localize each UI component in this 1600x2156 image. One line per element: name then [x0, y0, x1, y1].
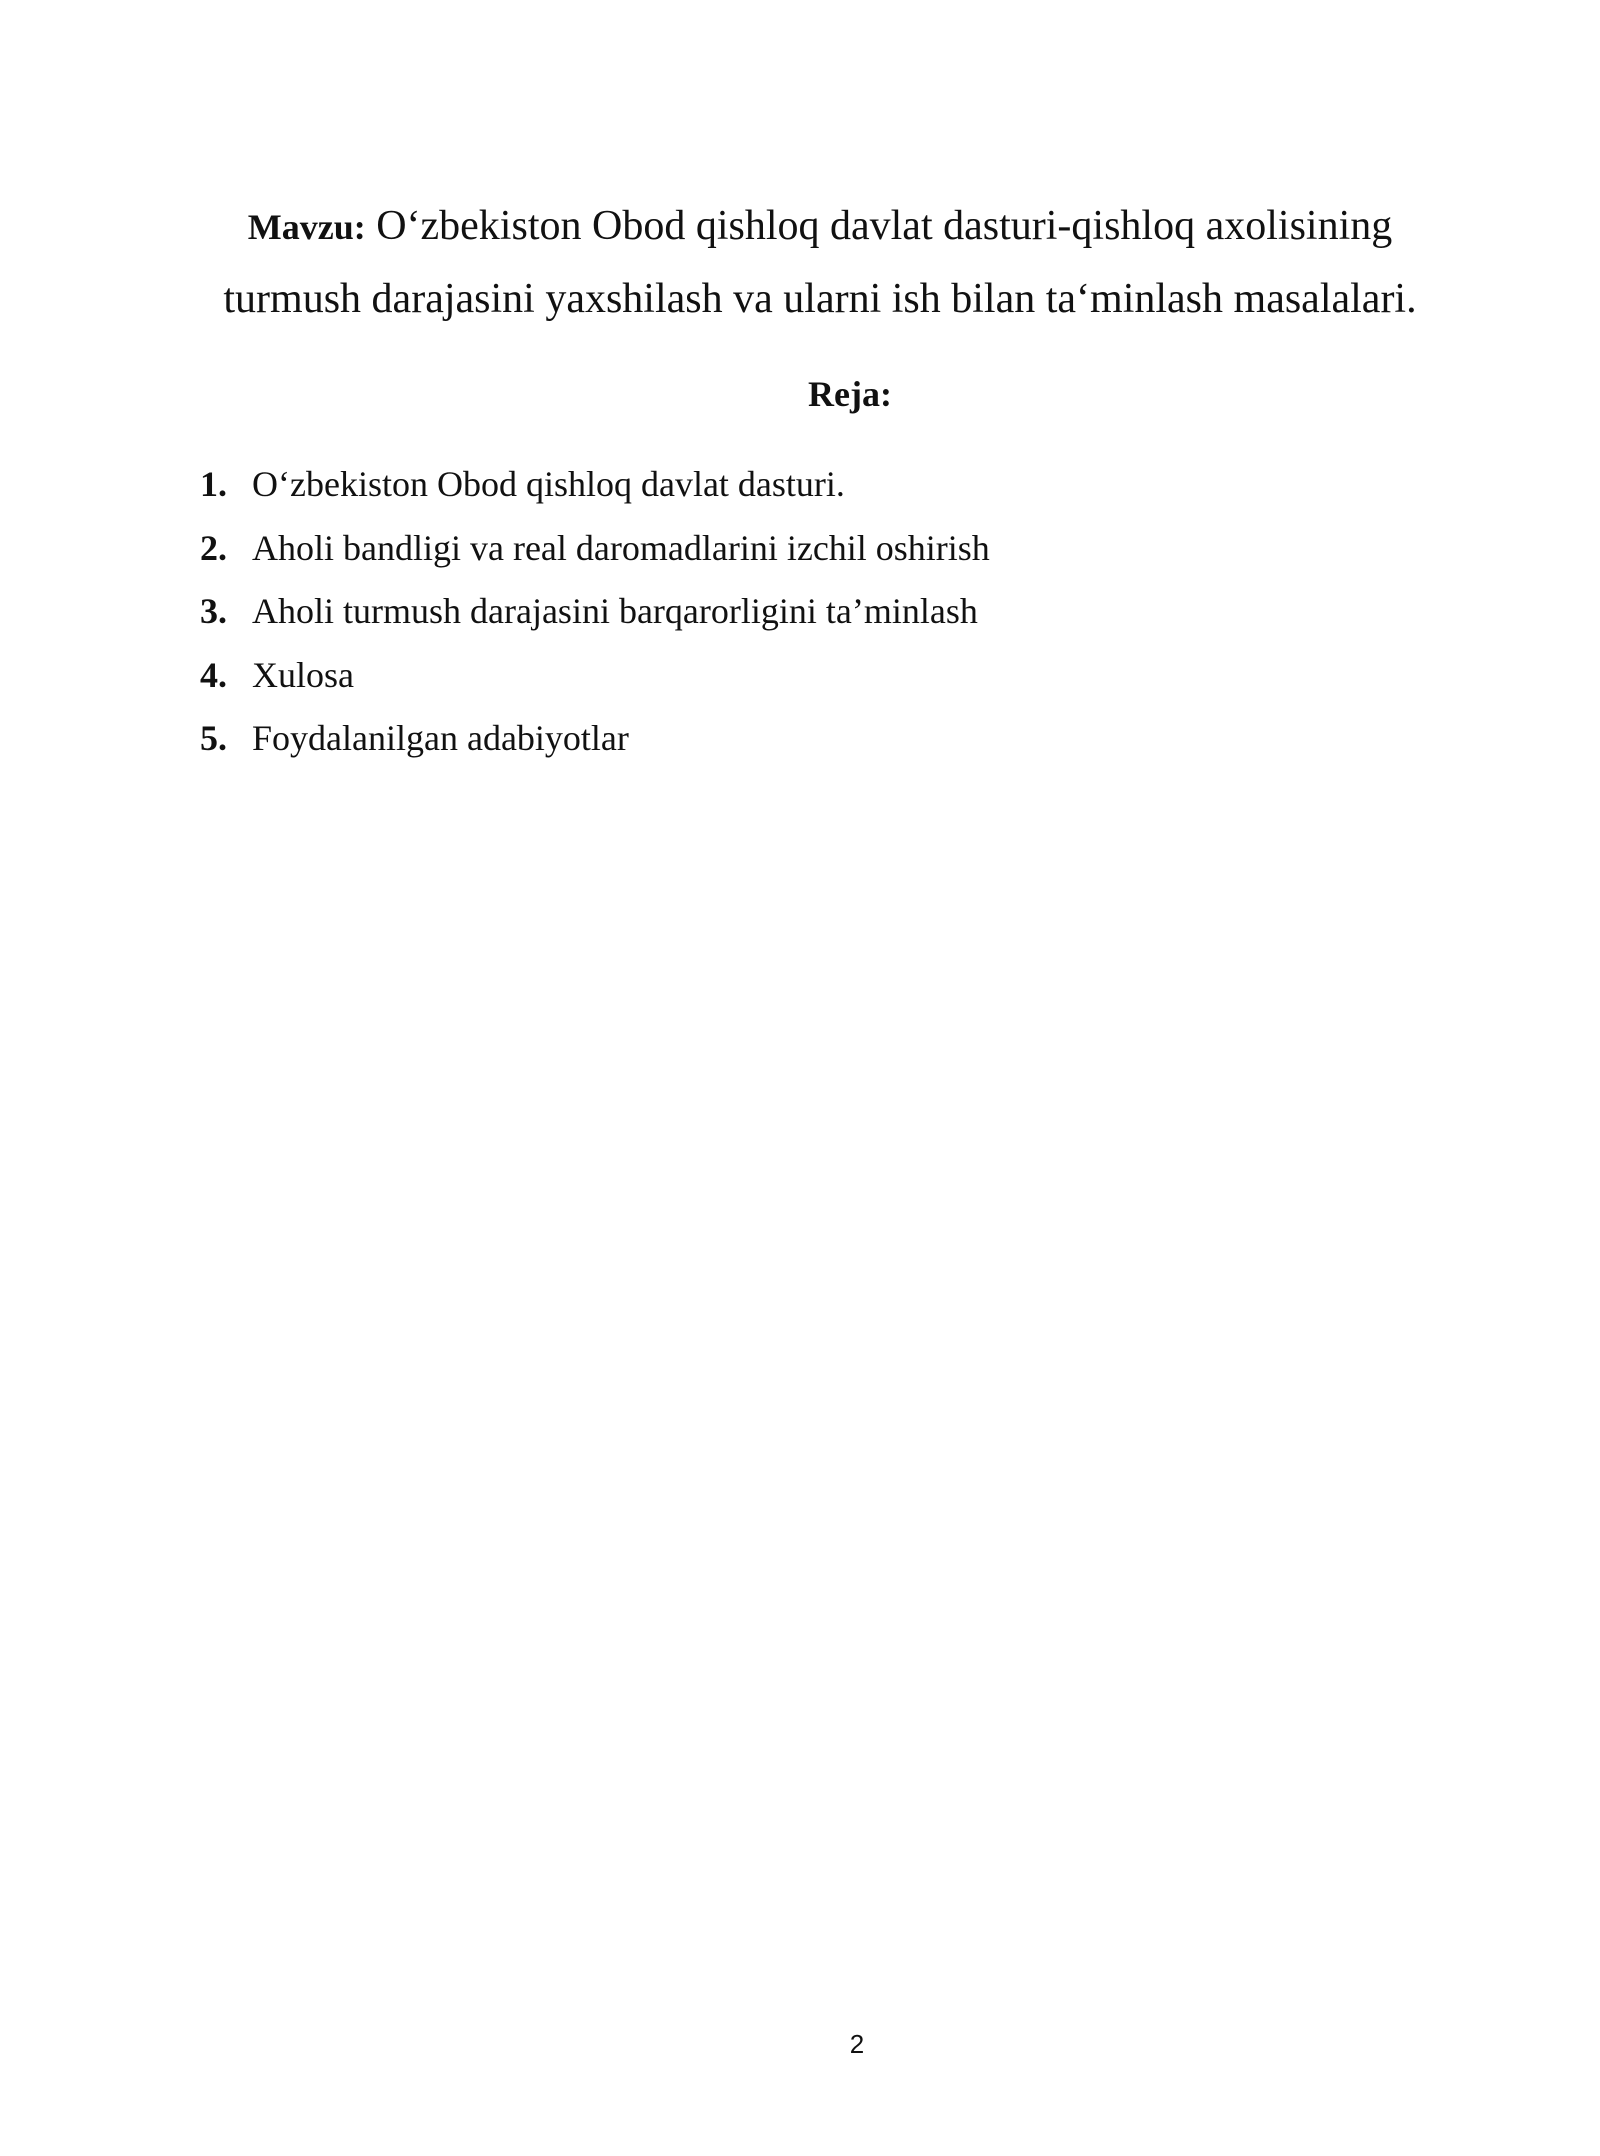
- plan-item-number: 5.: [200, 718, 227, 758]
- plan-item-text: Aholi turmush darajasini barqarorligini ta’minlash: [252, 591, 978, 631]
- plan-item-number: 4.: [200, 654, 227, 695]
- topic-text: O‘zbekiston Obod qishloq davlat dasturi-qishloq axolisining turmush darajasini yaxshilash va ularni ish bilan ta‘minlash masalalari.: [223, 203, 1417, 322]
- plan-item: [200, 587, 1400, 651]
- plan-item-number: 2.: [200, 527, 227, 568]
- plan-item-text: Foydalanilgan adabiyotlar: [252, 718, 629, 758]
- page-number: 2: [849, 2029, 865, 2059]
- plan-item: [200, 524, 1400, 588]
- plan-list: [200, 460, 1400, 778]
- plan-item: [200, 714, 1400, 778]
- topic-label: Mavzu:: [247, 207, 366, 247]
- plan-item-number: 1.: [200, 464, 227, 504]
- topic-paragraph: [200, 190, 1440, 335]
- plan-item-text: O‘zbekiston Obod qishloq davlat dasturi.: [252, 464, 845, 504]
- plan-item: [200, 651, 1400, 715]
- plan-item-number: 3.: [200, 591, 227, 631]
- plan-heading: Reja:: [808, 374, 892, 414]
- plan-item: [200, 460, 1400, 524]
- plan-item-text: Xulosa: [252, 654, 354, 695]
- plan-item-text: Aholi bandligi va real daromadlarini izchil oshirish: [252, 527, 990, 568]
